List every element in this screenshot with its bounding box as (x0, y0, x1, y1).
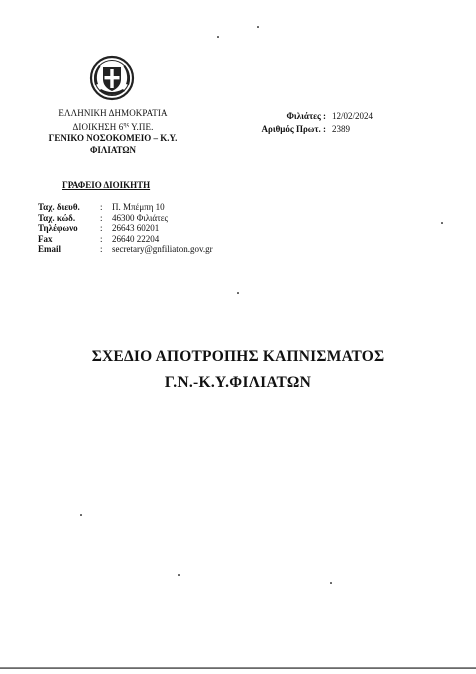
protocol-row (246, 123, 373, 136)
document-date: 12/02/2024 (332, 111, 374, 121)
scan-speck (441, 222, 443, 224)
hospital-name: ΓΕΝΙΚΟ ΝΟΣΟΚΟΜΕΙΟ – Κ.Υ. (48, 133, 178, 143)
place-label: Φιλιάτες : (286, 111, 326, 121)
reference-block (246, 110, 373, 135)
contact-colon: : (100, 233, 103, 244)
contact-value: secretary@gnfiliaton.gov.gr (112, 244, 213, 254)
contact-label: Fax (38, 233, 53, 244)
country-name: ΕΛΛΗΝΙΚΗ ΔΗΜΟΚΡΑΤΙΑ (58, 108, 168, 118)
scan-edge-line (0, 667, 476, 669)
health-region (38, 120, 188, 134)
contact-value: Π. Μπέμπη 10 (112, 202, 165, 212)
contact-label: Ταχ. διευθ. (38, 202, 80, 212)
scan-speck (237, 292, 239, 294)
contact-row (38, 244, 213, 255)
hospital-location: ΦΙΛΙΑΤΩΝ (89, 144, 137, 155)
contact-details (38, 202, 213, 255)
contact-row (38, 202, 213, 213)
contact-colon: : (100, 212, 103, 223)
office-heading: ΓΡΑΦΕΙΟ ΔΙΟΙΚΗΤΗ (62, 180, 151, 190)
scan-speck (257, 26, 259, 28)
date-row (246, 110, 373, 123)
issuer-block (38, 108, 188, 156)
contact-value: 26643 60201 (112, 223, 160, 233)
scan-speck (217, 36, 219, 38)
health-region-ordinal: ης (123, 121, 130, 128)
scan-speck (80, 514, 82, 516)
contact-value: 46300 Φιλιάτες (112, 212, 169, 223)
protocol-label: Αριθμός Πρωτ. : (261, 123, 326, 134)
contact-label: Τηλέφωνο (38, 223, 78, 233)
contact-label: Ταχ. κώδ. (38, 212, 76, 223)
contact-colon: : (100, 244, 103, 254)
contact-colon: : (100, 202, 103, 212)
health-region-prefix: ΔΙΟΙΚΗΣΗ 6 (72, 121, 124, 132)
protocol-number: 2389 (332, 123, 350, 134)
greek-coat-of-arms-icon (89, 55, 135, 101)
document-subtitle: Γ.Ν.-Κ.Υ.ΦΙΛΙΑΤΩΝ (164, 374, 312, 391)
contact-row (38, 213, 213, 224)
contact-row (38, 223, 213, 234)
health-region-suffix: Υ.ΠΕ. (129, 121, 154, 132)
scan-speck (330, 582, 332, 584)
contact-row (38, 234, 213, 245)
contact-value: 26640 22204 (112, 233, 160, 244)
contact-label: Email (38, 244, 62, 254)
scan-speck (178, 574, 180, 576)
contact-colon: : (100, 223, 103, 233)
document-title: ΣΧΕΔΙΟ ΑΠΟΤΡΟΠΗΣ ΚΑΠΝΙΣΜΑΤΟΣ (91, 348, 385, 365)
